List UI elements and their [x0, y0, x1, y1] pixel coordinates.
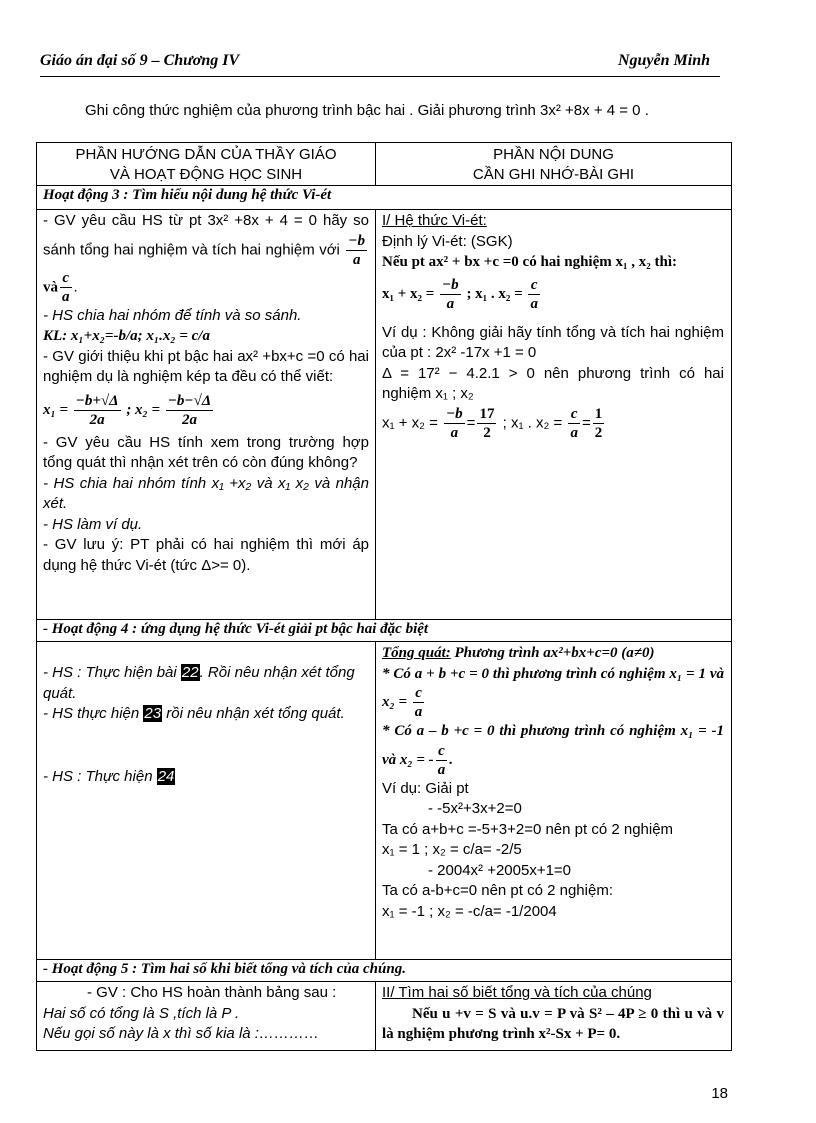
frac-neg-b-a: [444, 405, 465, 442]
general-label: Tổng quát:: [382, 645, 451, 661]
frac-den: 2: [483, 424, 491, 441]
a4-r2: [382, 664, 724, 722]
a4-r1: [382, 643, 724, 664]
frac-num: −b: [446, 405, 463, 422]
frac-den: a: [530, 295, 538, 312]
frac-den: 2a: [182, 411, 197, 428]
a3-p8: - GV lưu ý: PT phải có hai nghiệm thì mới áp dụng hệ thức Vi-ét (tức Δ>= 0).: [43, 536, 369, 574]
a3-roots-formula: [43, 392, 369, 429]
frac-num: −b+√Δ: [75, 392, 119, 409]
a3-p4: - GV giới thiệu khi pt bậc hai ax² +bx+c =0 có hai nghiệm dụ là nghiệm kép ta đều có thể viết:: [43, 347, 369, 385]
activity-5-right: [382, 983, 724, 1045]
activity-4-right: [382, 643, 724, 922]
activity-5-title: - Hoạt động 5 : Tìm hai số khi biết tổng và tích của chúng.: [43, 961, 406, 977]
a3-r7: x₁ + x₂ = $\frac{-b}{a}$ = $\frac{17}{2}$ ; x₁ . x₂ = $\frac{c}{a}$ = $\frac{1}{2}$: [382, 405, 603, 441]
frac-c-over-a: [60, 269, 72, 306]
case-2: * Có a – b +c = 0 thì phương trình có nghiệm x₁ = -1 và x₂ = -: [382, 723, 724, 768]
equals: =: [466, 413, 476, 431]
frac-c-a: [413, 684, 425, 721]
frac-17-2: [477, 405, 496, 442]
product-label: ; x₁ . x₂ =: [466, 285, 523, 302]
frac-num: 1: [594, 405, 603, 422]
frac-sum: [440, 276, 461, 313]
frac-den: a: [570, 424, 578, 441]
intro-text: Ghi công thức nghiệm của phương trình bậc hai . Giải phương trình 3x² +8x + 4 = 0 .: [85, 102, 649, 119]
a3-r5: Ví dụ : Không giải hãy tính tổng và tích hai nghiệm của pt : 2x² -17x +1 = 0: [382, 323, 724, 361]
a3-p3: KL: x₁+x₂=-b/a; x₁.x₂ = c/a: [43, 328, 210, 344]
a3-p1: - GV yêu cầu HS từ pt 3x² +8x + 4 = 0 hãy so sánh tổng hai nghiệm và tích hai nghiệm với $\frac{-b}{a}$ và $\frac{c}{a}$ .: [43, 212, 369, 305]
activity-5-left: [43, 983, 369, 1045]
a4-l1-text: - HS : Thực hiện bài: [43, 664, 177, 681]
frac-den: a: [437, 761, 446, 778]
header-right: [376, 145, 731, 185]
sum-label: x₁ + x₂ =: [382, 285, 435, 302]
a3-r3: Nếu pt ax² + bx +c =0 có hai nghiệm x₁ , x₂ thì:: [382, 254, 677, 270]
a3-r1: I/ Hệ thức Vi-ét:: [382, 212, 487, 229]
frac-x2: [166, 392, 213, 429]
a4-r4: Ví dụ: Giải pt: [382, 779, 469, 797]
header-left-line1: PHẦN HƯỚNG DẪN CỦA THẦY GIÁO: [75, 146, 337, 163]
frac-num: c: [60, 269, 72, 288]
frac-den: 2: [594, 424, 603, 441]
a3-r6: Δ = 17² − 4.2.1 > 0 nên phương trình có hai nghiệm x₁ ; x₂: [382, 364, 724, 402]
a4-r7: x₁ = 1 ; x₂ = c/a= -2/5: [382, 841, 522, 858]
header-author: Nguyễn Minh: [617, 52, 710, 69]
a3-r4: [382, 276, 724, 313]
frac-num: −b−√Δ: [167, 392, 212, 409]
a5-r1: II/ Tìm hai số biết tổng và tích của chúng: [382, 984, 652, 1001]
a3-p1-text: - GV yêu cầu HS từ pt 3x² +8x + 4 = 0 hãy so sánh tổng hai nghiệm và tích hai nghiệm với: [43, 212, 369, 258]
a4-r10: x₁ = -1 ; x₂ = -c/a= -1/2004: [382, 902, 557, 920]
lesson-table: [36, 142, 732, 1051]
exercise-24: 24: [157, 767, 175, 785]
header-right-line2: CẦN GHI NHỚ-BÀI GHI: [472, 166, 635, 183]
a5-l1: - GV : Cho HS hoàn thành bảng sau :: [87, 984, 337, 1001]
va-text: và: [43, 278, 58, 295]
frac-num: −b: [348, 232, 365, 249]
frac-product: [528, 276, 540, 313]
header-left: [37, 145, 375, 185]
activity-3-left: [43, 211, 369, 576]
frac-den: a: [414, 704, 423, 720]
frac-num: 17: [479, 405, 495, 422]
frac-c-a: [568, 405, 580, 442]
a4-r9: Ta có a-b+c=0 nên pt có 2 nghiệm:: [382, 882, 613, 899]
x1-label: x₁ =: [43, 401, 69, 418]
exercise-23: 23: [144, 705, 162, 722]
header-left-line2: VÀ HOẠT ĐỘNG HỌC SINH: [109, 166, 303, 183]
general-eq: Phương trình ax²+bx+c=0 (a≠0): [450, 645, 655, 661]
page-header: [40, 50, 720, 77]
a4-r3: * Có a – b +c = 0 thì phương trình có nghiệm x₁ = -1 và x₂ = - $\frac{c}{a}$ .: [382, 723, 724, 778]
a4-r6: Ta có a+b+c =-5+3+2=0 nên pt có 2 nghiệm: [382, 820, 674, 838]
a5-r2: Nếu u +v = S và u.v = P và S² – 4P ≥ 0 thì u và v là nghiệm phương trình x²-Sx + P= 0.: [382, 1005, 724, 1042]
frac-den: a: [446, 295, 455, 312]
activity-3-title: Hoạt động 3 : Tìm hiểu nội dung hệ thức Vi-ét: [43, 187, 332, 203]
frac-num: c: [413, 684, 425, 703]
a3-r2: Định lý Vi-ét: (SGK): [382, 232, 513, 250]
frac-den: a: [352, 251, 361, 268]
a3-p2: - HS chia hai nhóm để tính và so sánh.: [43, 306, 302, 324]
frac-num: c: [528, 276, 540, 295]
a4-l2-text: - HS thực hiện: [43, 705, 140, 722]
a5-l2: Hai số có tổng là S ,tích là P .: [43, 1004, 240, 1022]
a4-l3-text: - HS : Thực hiện: [43, 767, 153, 785]
exercise-22: 22: [181, 664, 199, 681]
frac-c-a-2: [436, 742, 448, 779]
x2-label: ; x₂ =: [126, 401, 161, 418]
activity-4-left: [43, 663, 369, 787]
frac-1-2: [593, 405, 605, 442]
frac-num: −b: [442, 276, 459, 293]
frac-den: a: [450, 424, 459, 441]
frac-den: 2a: [89, 411, 105, 428]
a4-r8: - 2004x² +2005x+1=0: [428, 861, 572, 879]
sum-label: x₁ + x₂ =: [382, 413, 438, 431]
a4-l1-tail: . Rồi nêu nhận xét tổng quát.: [43, 664, 355, 702]
frac-num: c: [436, 742, 448, 761]
page-number: 18: [711, 1085, 728, 1102]
a3-p5: - GV yêu cầu HS tính xem trong trường hợp tổng quát thì nhận xét trên có còn đúng không?: [43, 433, 369, 471]
frac-den: a: [62, 288, 70, 305]
a4-r5: - -5x²+3x+2=0: [428, 800, 522, 817]
a5-l3: Nếu gọi số này là x thì số kia là :…………: [43, 1025, 319, 1042]
activity-3-right: [382, 211, 724, 442]
a4-l3: [43, 767, 369, 788]
a3-p7: - HS làm ví dụ.: [43, 515, 143, 533]
case-1: * Có a + b +c = 0 thì phương trình có nghiệm x₁ = 1 và x₂ =: [382, 665, 724, 710]
header-right-line1: PHẦN NỘI DUNG: [493, 146, 614, 163]
frac-x1: [74, 392, 121, 429]
header-title: Giáo án đại số 9 – Chương IV: [40, 52, 240, 69]
activity-4-title: - Hoạt động 4 : ứng dụng hệ thức Vi-ét giải pt bậc hai đặc biệt: [43, 621, 429, 637]
frac-num: c: [568, 405, 580, 424]
a3-p6: - HS chia hai nhóm tính x₁ +x₂ và x₁ x₂ và nhận xét.: [43, 474, 369, 512]
product-label: ; x₁ . x₂ =: [502, 413, 563, 431]
a4-l1: [43, 663, 369, 704]
frac-neg-b-over-a: [346, 232, 367, 269]
a4-l2: [43, 704, 369, 725]
a4-l2-tail: rồi nêu nhận xét tổng quát.: [166, 705, 345, 722]
